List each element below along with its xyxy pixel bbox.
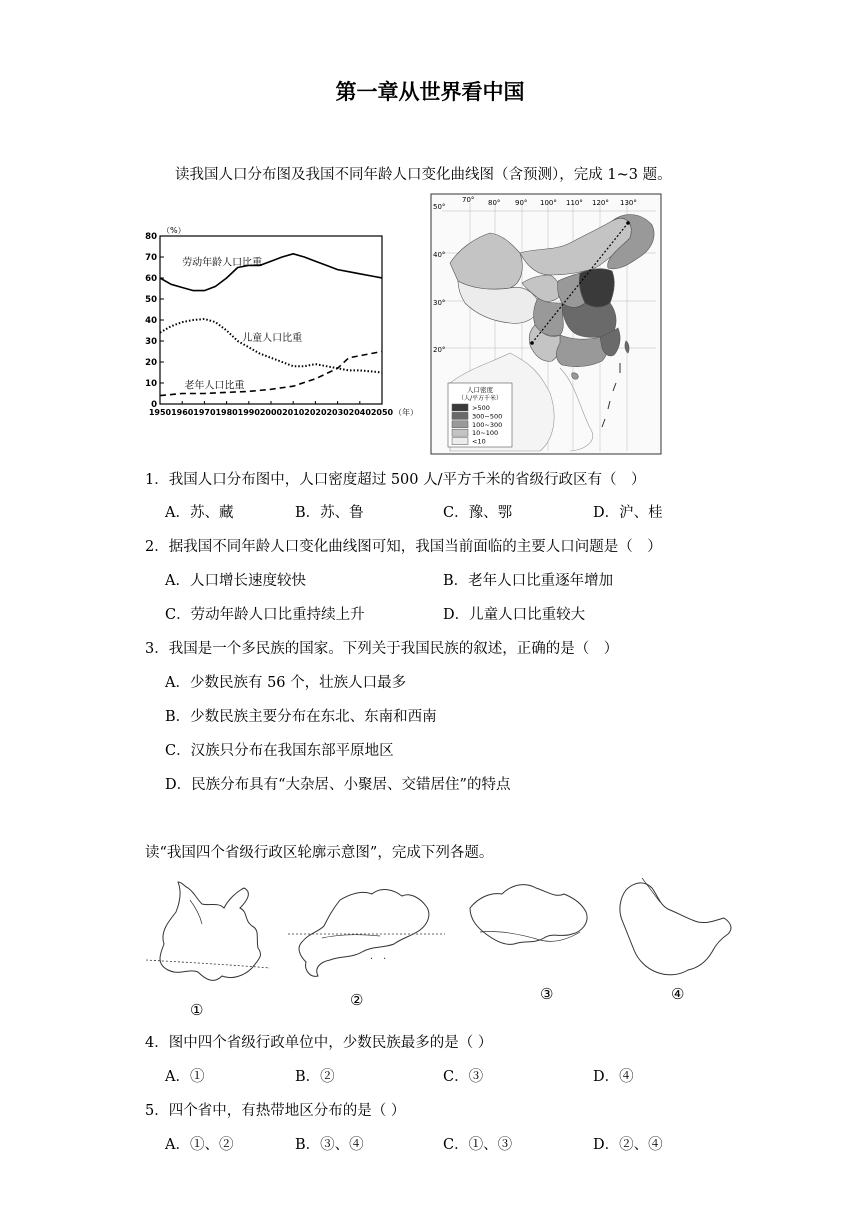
q1-option-c[interactable]: C．豫、鄂: [443, 505, 513, 521]
y-axis-unit: （%）: [162, 226, 186, 235]
lon-label: 130°: [620, 199, 637, 207]
q2-option-d[interactable]: D．儿童人口比重较大: [443, 607, 586, 623]
lon-label: 70°: [462, 196, 475, 204]
q3-option-b[interactable]: B．少数民族主要分布在东北、东南和西南: [165, 709, 437, 725]
y-tick-label: 30: [145, 337, 157, 347]
y-tick-label: 80: [145, 232, 157, 242]
q4-option-d[interactable]: D．④: [593, 1069, 634, 1085]
q4-option-c[interactable]: C．③: [443, 1069, 484, 1085]
province-outline-1: [160, 882, 260, 980]
province-outline-4: [620, 883, 731, 975]
population-age-chart: [140, 222, 430, 427]
intro-text-2: 读“我国四个省级行政区轮廓示意图”，完成下列各题。: [145, 845, 494, 861]
series-line-2: [160, 319, 382, 373]
legend-label: 300~500: [472, 412, 503, 421]
population-density-map: [430, 193, 662, 455]
q1-option-b[interactable]: B．苏、鲁: [295, 505, 364, 521]
map-dots: · ·: [369, 954, 387, 965]
lat-label: 50°: [433, 203, 446, 211]
intro-text-1: 读我国人口分布图及我国不同年龄人口变化曲线图（含预测），完成 1~3 题。: [175, 167, 672, 183]
q5-option-d[interactable]: D．②、④: [593, 1137, 663, 1153]
q1-option-a[interactable]: A．苏、藏: [165, 505, 234, 521]
province-outline-3: [470, 885, 587, 945]
legend-swatch: [452, 438, 468, 445]
hu-line-end: [530, 341, 534, 345]
question-2: 2．据我国不同年龄人口变化曲线图可知，我国当前面临的主要人口问题是（ ）: [145, 539, 662, 555]
legend-swatch: [452, 429, 468, 436]
page-title: 第一章从世界看中国: [335, 79, 525, 104]
q2-option-c[interactable]: C．劳动年龄人口比重持续上升: [165, 607, 365, 623]
question-3: 3．我国是一个多民族的国家。下列关于我国民族的叙述，正确的是（ ）: [145, 641, 619, 657]
x-tick-label: 1990: [237, 408, 260, 417]
x-tick-label: 2020: [304, 408, 327, 417]
lat-label: 30°: [433, 299, 446, 307]
series-label-3: 老年人口比重: [184, 380, 245, 392]
province-label-3: ③: [540, 985, 554, 1003]
map-legend: [448, 383, 512, 447]
x-tick-label: 2040: [348, 408, 371, 417]
y-tick-label: 10: [145, 379, 157, 389]
question-5: 5．四个省中，有热带地区分布的是（ ）: [145, 1103, 406, 1119]
y-tick-label: 20: [145, 358, 157, 368]
hu-line-end: [626, 221, 630, 225]
x-tick-label: 2030: [326, 408, 349, 417]
q4-option-a[interactable]: A．①: [165, 1069, 205, 1085]
lon-label: 100°: [540, 199, 557, 207]
x-tick-label: 1980: [215, 408, 238, 417]
y-tick-label: 50: [145, 295, 157, 305]
lon-label: 120°: [592, 199, 609, 207]
q2-option-b[interactable]: B．老年人口比重逐年增加: [443, 573, 614, 589]
province-label-1: ①: [190, 1001, 204, 1019]
province-label-4: ④: [671, 985, 685, 1003]
legend-swatch: [452, 421, 468, 428]
x-tick-label: 1950: [148, 408, 172, 417]
lon-label: 80°: [488, 199, 501, 207]
x-tick-label: 2010: [282, 408, 305, 417]
question-4: 4．图中四个省级行政单位中，少数民族最多的是（ ）: [145, 1035, 493, 1051]
x-axis-unit: （年）: [394, 408, 418, 417]
series-label-2: 儿童人口比重: [242, 333, 303, 344]
q3-option-d[interactable]: D．民族分布具有“大杂居、小聚居、交错居住”的特点: [165, 777, 511, 793]
q4-option-b[interactable]: B．②: [295, 1069, 335, 1085]
lat-label: 20°: [433, 346, 446, 354]
x-tick-label: 1960: [171, 408, 194, 417]
legend-label: <10: [472, 437, 486, 446]
q5-option-c[interactable]: C．①、③: [443, 1137, 513, 1153]
y-tick-label: 40: [145, 316, 157, 326]
legend-label: 100~300: [472, 420, 503, 429]
legend-label: >500: [472, 404, 490, 412]
legend-swatch: [452, 404, 468, 411]
q5-option-a[interactable]: A．①、②: [165, 1137, 234, 1153]
y-tick-label: 60: [145, 274, 157, 284]
province-label-2: ②: [350, 991, 364, 1009]
question-1: 1．我国人口分布图中，人口密度超过 500 人/平方千米的省级行政区有（ ）: [145, 472, 646, 488]
x-tick-label: 2000: [259, 408, 283, 417]
x-tick-label: 1970: [193, 408, 216, 417]
q3-option-a[interactable]: A．少数民族有 56 个，壮族人口最多: [165, 675, 407, 691]
q5-option-b[interactable]: B．③、④: [295, 1137, 364, 1153]
x-tick-label: 2050: [370, 408, 394, 417]
legend-swatch: [452, 412, 468, 419]
lon-label: 110°: [566, 199, 583, 207]
y-tick-label: 70: [145, 253, 157, 263]
lat-label: 40°: [433, 251, 446, 259]
legend-label: 10~100: [472, 429, 499, 438]
y-tick-label: 0: [151, 400, 157, 410]
province-outline-2: [299, 890, 429, 977]
q2-option-a[interactable]: A．人口增长速度较快: [165, 573, 306, 589]
series-label-1: 劳动年龄人口比重: [182, 257, 263, 269]
legend-unit: （人/平方千米）: [457, 395, 503, 402]
legend-title: 人口密度: [467, 386, 493, 394]
q3-option-c[interactable]: C．汉族只分布在我国东部平原地区: [165, 743, 394, 759]
province-outlines-figure: [140, 872, 740, 1020]
lon-label: 90°: [515, 199, 528, 207]
q1-option-d[interactable]: D．沪、桂: [593, 505, 663, 521]
